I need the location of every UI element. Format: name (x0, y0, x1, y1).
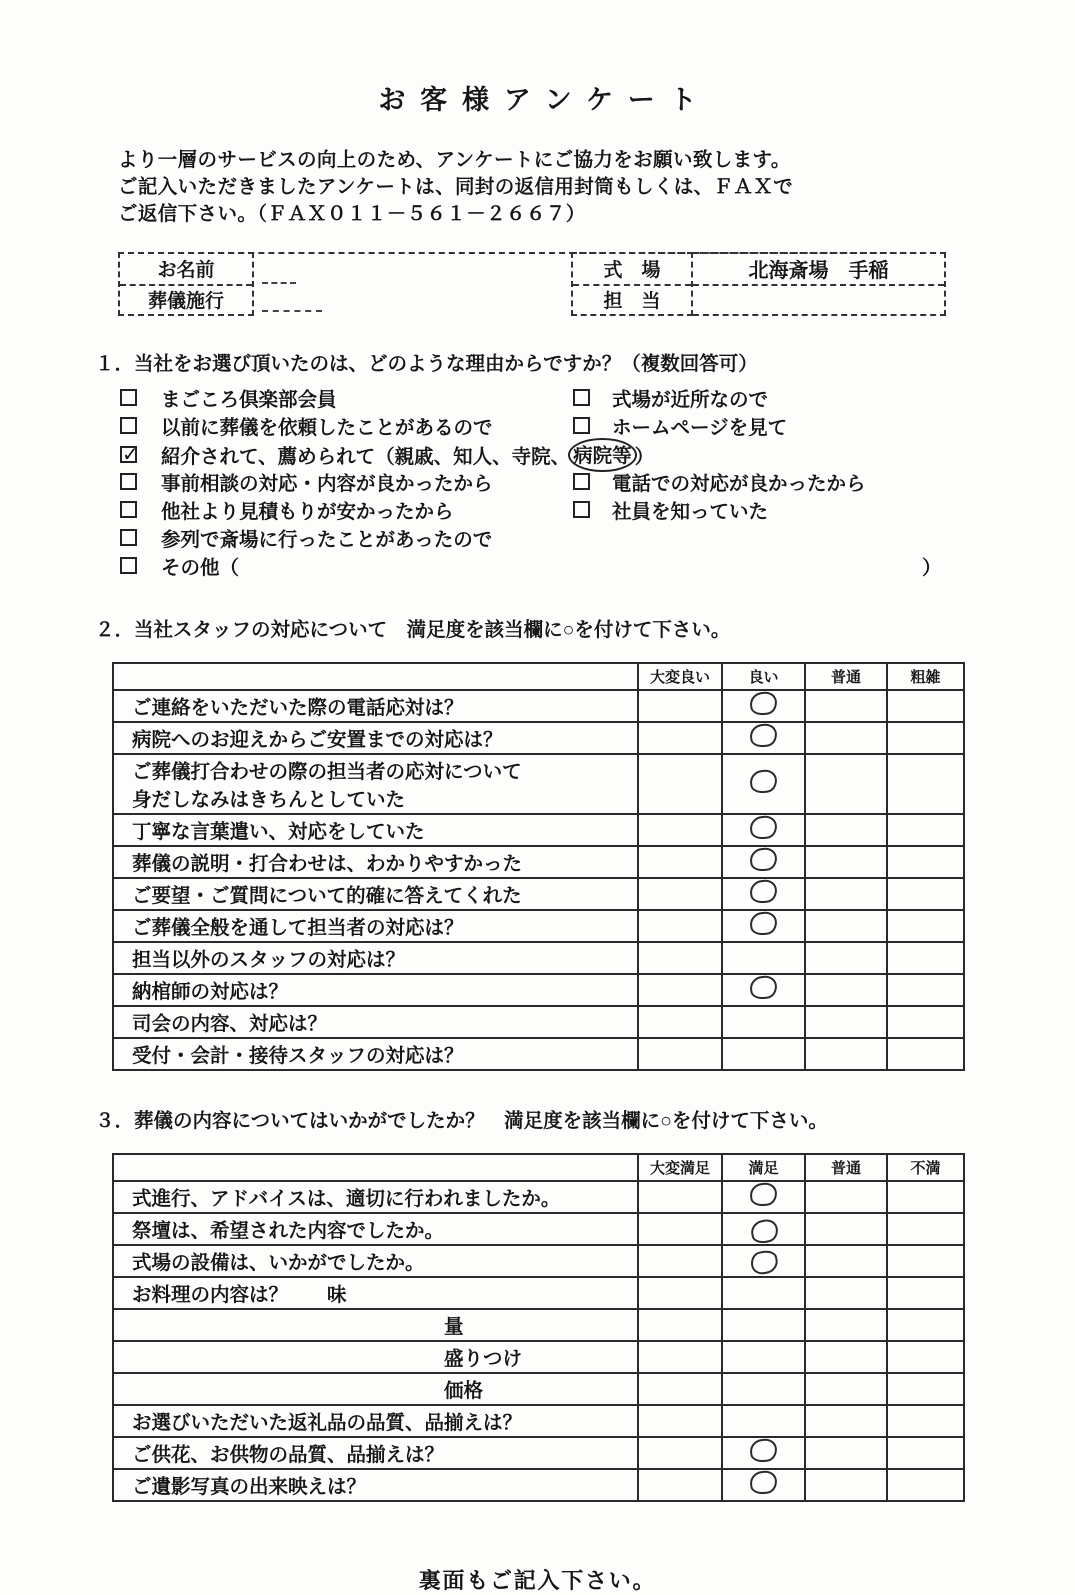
rating-cell (722, 1213, 805, 1245)
rating-circle-mark (749, 1248, 780, 1276)
rating-cell (638, 1006, 722, 1038)
check-icon: ✓ (122, 444, 139, 467)
column-header: 普通 (805, 663, 887, 690)
column-header: 満足 (722, 1154, 805, 1181)
rating-circle-mark (749, 1437, 779, 1463)
rating-cell (638, 942, 722, 974)
q1-option-label: 式場が近所なので (612, 388, 769, 411)
rating-cell (887, 1213, 964, 1245)
q1-option-other (120, 552, 239, 580)
rating-cell (887, 1181, 964, 1213)
q1-option (120, 384, 337, 412)
question-cell: 担当以外のスタッフの対応は？ (113, 942, 638, 974)
staff-value (693, 284, 944, 314)
rating-circle-mark (749, 690, 779, 716)
venue-staff-box (571, 252, 946, 316)
question-column-header (113, 663, 638, 690)
question-cell: 司会の内容、対応は？ (113, 1006, 638, 1038)
question-cell: ご要望・ご質問について的確に答えてくれた (113, 878, 638, 910)
table-row (113, 974, 964, 1006)
rating-cell (722, 910, 805, 942)
column-header: 不満 (887, 1154, 964, 1181)
checkbox-icon (120, 417, 137, 434)
checkbox-icon (120, 444, 139, 467)
checkbox-icon (573, 417, 590, 434)
rating-cell (887, 878, 964, 910)
rating-cell (887, 1341, 964, 1373)
column-header: 粗雑 (887, 663, 964, 690)
rating-cell (638, 1405, 722, 1437)
rating-cell (638, 1277, 722, 1309)
question-cell: ご遺影写真の出来映えは？ (113, 1469, 638, 1501)
rating-cell (805, 1213, 887, 1245)
rating-cell (722, 1437, 805, 1469)
rating-cell (805, 942, 887, 974)
divider (262, 282, 296, 284)
q1-option (573, 384, 768, 412)
rating-cell (638, 1469, 722, 1501)
rating-cell (805, 690, 887, 722)
q1-option-label: 参列で斎場に行ったことがあったので (161, 528, 493, 551)
question3-heading: ３．葬儀の内容についてはいかがでしたか？ 満足度を該当欄に○を付けて下さい。 (95, 1109, 828, 1132)
q1-option-row (0, 496, 1075, 524)
q1-option-row (0, 468, 1075, 496)
other-close-paren: ） (922, 556, 942, 579)
checkbox-icon (120, 557, 137, 574)
q1-option-label: 紹介されて、薦められて（親戚、知人、寺院、 (161, 445, 571, 468)
rating-cell (887, 1373, 964, 1405)
table-row (113, 1437, 964, 1469)
rating-cell (722, 814, 805, 846)
q1-option-row (0, 524, 1075, 552)
question1-heading: １．当社をお選び頂いたのは、どのような理由からですか？（複数回答可） (95, 352, 758, 375)
checkbox-icon (573, 501, 590, 518)
page-title: お客様アンケート (378, 85, 712, 115)
intro-line: より一層のサービスの向上のため、アンケートにご協力をお願い致します。 (118, 149, 791, 171)
q1-option-row (0, 440, 1075, 468)
rating-cell (722, 1277, 805, 1309)
q1-option (573, 496, 768, 524)
rating-circle-mark (749, 878, 779, 904)
q1-option-label: 事前相談の対応・内容が良かったから (161, 472, 493, 495)
rating-cell (887, 1038, 964, 1070)
q1-option-row (0, 412, 1075, 440)
rating-cell (805, 910, 887, 942)
rating-circle-mark (749, 814, 779, 840)
rating-cell (887, 1006, 964, 1038)
table-row (113, 1181, 964, 1213)
rating-cell (638, 910, 722, 942)
question-cell: 受付・会計・接待スタッフの対応は？ (113, 1038, 638, 1070)
rating-cell (805, 1469, 887, 1501)
q1-option-label: まごころ倶楽部会員 (161, 388, 337, 411)
venue-value: 北海斎場 手稲 (748, 260, 889, 283)
q1-option-label: 以前に葬儀を依頼したことがあるので (161, 416, 493, 439)
table-row (113, 1341, 964, 1373)
table-header-row (113, 663, 964, 690)
rating-cell (887, 1245, 964, 1277)
rating-cell (638, 1341, 722, 1373)
name-label-column (118, 252, 254, 316)
rating-cell (722, 754, 805, 814)
column-header: 普通 (805, 1154, 887, 1181)
rating-cell (805, 754, 887, 814)
question-cell: 価格 (113, 1373, 638, 1405)
rating-cell (722, 974, 805, 1006)
table-row (113, 1213, 964, 1245)
rating-circle-mark (749, 768, 779, 794)
question-cell: 祭壇は、希望された内容でしたか。 (113, 1213, 638, 1245)
question-cell: 納棺師の対応は？ (113, 974, 638, 1006)
table-row (113, 1469, 964, 1501)
column-header: 大変良い (638, 663, 722, 690)
rating-cell (722, 1373, 805, 1405)
name-label: お名前 (157, 260, 215, 282)
respondent-info-box (118, 252, 946, 316)
table-row (113, 1373, 964, 1405)
rating-cell (638, 1309, 722, 1341)
rating-cell (805, 1245, 887, 1277)
rating-cell (805, 1373, 887, 1405)
q1-option (573, 468, 866, 496)
rating-circle-mark (749, 722, 779, 748)
rating-cell (805, 878, 887, 910)
rating-cell (805, 1309, 887, 1341)
rating-circle-mark (749, 846, 779, 872)
rating-cell (887, 754, 964, 814)
rating-cell (638, 1181, 722, 1213)
rating-cell (638, 974, 722, 1006)
rating-cell (638, 1038, 722, 1070)
q1-option-label: 電話での対応が良かったから (612, 472, 866, 495)
rating-cell (638, 690, 722, 722)
rating-cell (638, 754, 722, 814)
q1-option-row (0, 552, 1075, 580)
rating-cell (887, 1437, 964, 1469)
staff-label: 担 当 (573, 284, 691, 314)
rating-cell (638, 1245, 722, 1277)
rating-cell (722, 1309, 805, 1341)
q1-option (120, 412, 493, 440)
rating-cell (722, 1341, 805, 1373)
rating-cell (722, 942, 805, 974)
rating-cell (887, 690, 964, 722)
rating-cell (722, 1405, 805, 1437)
rating-cell (805, 1038, 887, 1070)
checkbox-icon (120, 473, 137, 490)
question-cell: 葬儀の説明・打合わせは、わかりやすかった (113, 846, 638, 878)
handwritten-circle-annotation: 病院等 (568, 438, 637, 472)
q1-option (120, 524, 492, 552)
rating-cell (805, 722, 887, 754)
rating-cell (805, 1277, 887, 1309)
funeral-label: 葬儀施行 (120, 284, 252, 314)
checkbox-icon (120, 529, 137, 546)
question-cell: ご葬儀全般を通して担当者の対応は？ (113, 910, 638, 942)
rating-cell (638, 846, 722, 878)
rating-cell (805, 814, 887, 846)
rating-cell (887, 722, 964, 754)
content-rating-table (112, 1153, 965, 1502)
venue-label: 式 場 (603, 260, 661, 282)
checkbox-icon (573, 473, 590, 490)
rating-cell (805, 1341, 887, 1373)
q1-option-referred (120, 440, 654, 470)
rating-cell (638, 1373, 722, 1405)
intro-line: ご記入いただきましたアンケートは、同封の返信用封筒もしくは、ＦＡＸで (118, 175, 794, 198)
table-row (113, 690, 964, 722)
rating-circle-mark (749, 1469, 779, 1495)
table-row (113, 1277, 964, 1309)
q1-option-label: その他（ (161, 556, 240, 579)
rating-cell (805, 1405, 887, 1437)
table-row (113, 1038, 964, 1070)
question-cell: 盛りつけ (113, 1341, 638, 1373)
rating-cell (805, 1181, 887, 1213)
rating-cell (887, 1309, 964, 1341)
rating-circle-mark (749, 974, 779, 1000)
question-cell: お選びいただいた返礼品の品質、品揃えは？ (113, 1405, 638, 1437)
table-row (113, 1245, 964, 1277)
table-row (113, 722, 964, 754)
table-row (113, 1309, 964, 1341)
question-cell: 式進行、アドバイスは、適切に行われましたか。 (113, 1181, 638, 1213)
rating-cell (805, 846, 887, 878)
rating-cell (638, 722, 722, 754)
checkbox-icon (573, 389, 590, 406)
rating-circle-mark (749, 1181, 779, 1207)
rating-cell (638, 1213, 722, 1245)
staff-rating-table (112, 662, 965, 1071)
table-row (113, 1405, 964, 1437)
rating-cell (722, 846, 805, 878)
question-cell: ご連絡をいただいた際の電話応対は？ (113, 690, 638, 722)
rating-cell (722, 722, 805, 754)
rating-cell (638, 814, 722, 846)
table-row (113, 878, 964, 910)
rating-cell (722, 1245, 805, 1277)
question-cell: 量 (113, 1309, 638, 1341)
rating-cell (887, 974, 964, 1006)
intro-text (118, 147, 1075, 228)
checkbox-icon (120, 389, 137, 406)
column-header: 良い (722, 663, 805, 690)
question2-heading: ２．当社スタッフの対応について 満足度を該当欄に○を付けて下さい。 (95, 618, 731, 641)
rating-cell (805, 1437, 887, 1469)
q1-option (120, 468, 493, 496)
rating-cell (722, 1181, 805, 1213)
column-header: 大変満足 (638, 1154, 722, 1181)
rating-cell (887, 1469, 964, 1501)
q1-option-row (0, 384, 1075, 412)
rating-cell (887, 846, 964, 878)
rating-cell (722, 1038, 805, 1070)
q1-option-label: ） (634, 445, 655, 468)
rating-cell (887, 1405, 964, 1437)
table-row (113, 1006, 964, 1038)
rating-cell (722, 878, 805, 910)
question-cell: ご葬儀打合わせの際の担当者の応対について 身だしなみはきちんとしていた (113, 754, 638, 814)
rating-cell (722, 1469, 805, 1501)
question-cell: お料理の内容は？ 味 (113, 1277, 638, 1309)
question-cell: 病院へのお迎えからご安置までの対応は？ (113, 722, 638, 754)
table-row (113, 846, 964, 878)
table-row (113, 942, 964, 974)
q1-option-label: 他社より見積もりが安かったから (161, 500, 454, 523)
rating-cell (887, 942, 964, 974)
venue-staff-values (693, 252, 946, 316)
rating-cell (638, 1437, 722, 1469)
rating-cell (805, 1006, 887, 1038)
checkbox-icon (120, 501, 137, 518)
intro-line: ご返信下さい。（ＦＡＸ０１１－５６１－２６６７） (118, 202, 586, 225)
rating-cell (805, 974, 887, 1006)
rating-cell (638, 878, 722, 910)
rating-circle-mark (749, 910, 779, 936)
q1-option (573, 412, 787, 440)
rating-cell (887, 910, 964, 942)
table-row (113, 910, 964, 942)
name-value-area (254, 254, 571, 316)
q1-option-label: ホームページを見て (612, 416, 788, 439)
rating-cell (887, 1277, 964, 1309)
divider (262, 310, 322, 312)
q1-option (120, 496, 454, 524)
table-row (113, 814, 964, 846)
question-cell: ご供花、お供物の品質、品揃えは？ (113, 1437, 638, 1469)
question-cell: 式場の設備は、いかがでしたか。 (113, 1245, 638, 1277)
question1-options (0, 384, 1075, 580)
q1-option-label: 社員を知っていた (612, 500, 769, 523)
question-column-header (113, 1154, 638, 1181)
rating-circle-mark (749, 1217, 780, 1245)
rating-cell (887, 814, 964, 846)
table-row (113, 754, 964, 814)
rating-cell (722, 690, 805, 722)
rating-cell (722, 1006, 805, 1038)
footer-note: 裏面もご記入下さい。 (418, 1567, 657, 1593)
table-header-row (113, 1154, 964, 1181)
venue-staff-labels (571, 252, 693, 316)
question-cell: 丁寧な言葉遣い、対応をしていた (113, 814, 638, 846)
